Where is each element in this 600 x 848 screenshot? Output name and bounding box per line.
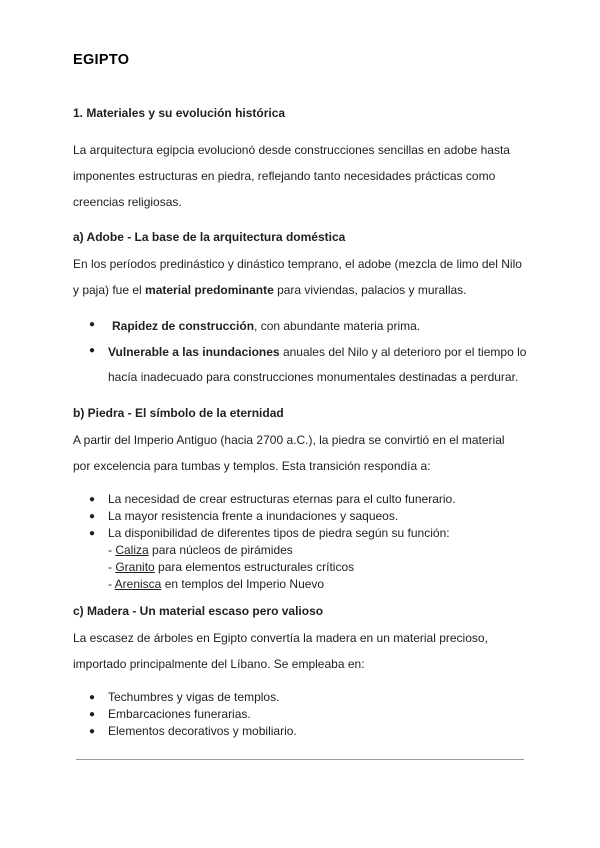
stone-type-arenisca: - Arenisca en templos del Imperio Nuevo — [108, 577, 325, 591]
adobe-bullet-2: Vulnerable a las inundaciones anuales del Nilo y al deterioro por el tiempo lo — [108, 345, 527, 359]
horizontal-divider — [76, 759, 524, 760]
bullet-icon: ● — [89, 511, 96, 522]
adobe-bullet-2-continued: hacía inadecuado para construcciones monumentales destinadas a perdurar. — [108, 370, 519, 384]
intro-line-1: La arquitectura egipcia evolucionó desde construcciones sencillas en adobe hasta — [73, 143, 510, 157]
bullet-icon: ● — [89, 319, 96, 330]
bullet-icon: ● — [89, 709, 96, 720]
piedra-line-2: por excelencia para tumbas y templos. Esta transición respondía a: — [73, 459, 431, 473]
adobe-bullet-1: Rapidez de construcción, con abundante materia prima. — [112, 319, 421, 333]
subheading-madera: c) Madera - Un material escaso pero valioso — [73, 604, 324, 618]
adobe-line-2: y paja) fue el material predominante para viviendas, palacios y murallas. — [73, 283, 467, 297]
bullet-icon: ● — [89, 528, 96, 539]
adobe-line-1: En los períodos predinástico y dinástico temprano, el adobe (mezcla de limo del Nilo — [73, 257, 522, 271]
madera-bullet-2: Embarcaciones funerarias. — [108, 707, 251, 721]
stone-type-caliza: - Caliza para núcleos de pirámides — [108, 543, 293, 557]
intro-line-3: creencias religiosas. — [73, 195, 182, 209]
madera-line-1: La escasez de árboles en Egipto convertía la madera en un material precioso, — [73, 631, 488, 645]
stone-type-granito: - Granito para elementos estructurales críticos — [108, 560, 355, 574]
intro-line-2: imponentes estructuras en piedra, reflejando tanto necesidades prácticas como — [73, 169, 496, 183]
piedra-bullet-1: La necesidad de crear estructuras eternas para el culto funerario. — [108, 492, 456, 506]
bullet-icon: ● — [89, 345, 96, 356]
madera-bullet-3: Elementos decorativos y mobiliario. — [108, 724, 297, 738]
section-heading-materiales: 1. Materiales y su evolución histórica — [73, 106, 286, 120]
bullet-icon: ● — [89, 692, 96, 703]
subheading-adobe: a) Adobe - La base de la arquitectura doméstica — [73, 230, 346, 244]
piedra-line-1: A partir del Imperio Antiguo (hacia 2700 a.C.), la piedra se convirtió en el material — [73, 433, 505, 447]
subheading-piedra: b) Piedra - El símbolo de la eternidad — [73, 406, 284, 420]
piedra-bullet-2: La mayor resistencia frente a inundaciones y saqueos. — [108, 509, 399, 523]
piedra-bullet-3: La disponibilidad de diferentes tipos de piedra según su función: — [108, 526, 450, 540]
document-title: EGIPTO — [73, 52, 130, 68]
madera-line-2: importado principalmente del Líbano. Se empleaba en: — [73, 657, 365, 671]
bullet-icon: ● — [89, 726, 96, 737]
bullet-icon: ● — [89, 494, 96, 505]
madera-bullet-1: Techumbres y vigas de templos. — [108, 690, 280, 704]
